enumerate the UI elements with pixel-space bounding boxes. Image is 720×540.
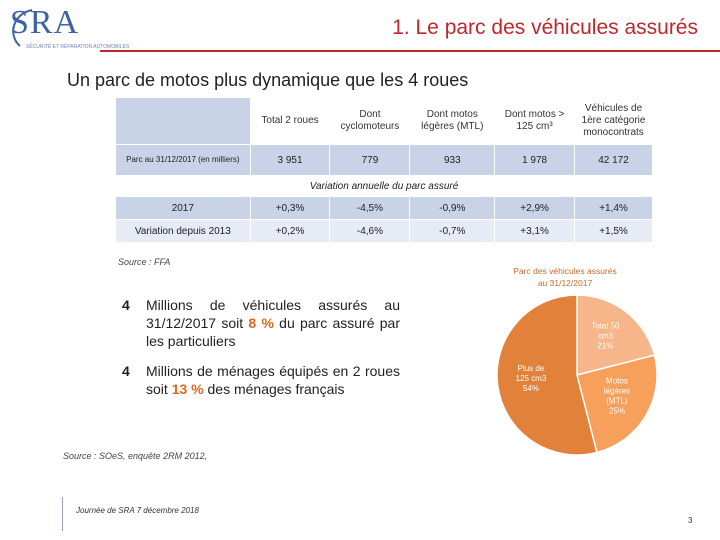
variation-heading: Variation annuelle du parc assuré: [116, 176, 653, 197]
table-cell: +1,5%: [575, 220, 653, 243]
table-row: [116, 197, 653, 220]
table-cell: 933: [410, 145, 495, 176]
pie-slice-label: Motos légères (MTL) 25%: [603, 376, 631, 416]
bullet-highlight: 8 %: [248, 315, 274, 331]
table-cell: +0,3%: [250, 197, 330, 220]
bullet-text: Millions de véhicules assurés au 31/12/2017 soit: [146, 297, 400, 331]
row-label-park: Parc au 31/12/2017 (en milliers): [116, 145, 251, 176]
pie-chart: [492, 290, 662, 460]
insured-fleet-table: [115, 97, 653, 243]
slide-subtitle: Un parc de motos plus dynamique que les 4 roues: [67, 70, 469, 90]
pie-chart-title: Parc des véhicules assurés au 31/12/2017: [513, 266, 617, 288]
table-cell: +3,1%: [495, 220, 575, 243]
title-divider: [100, 50, 720, 52]
sra-logo: [6, 4, 130, 54]
table-cell: -4,5%: [330, 197, 410, 220]
row-label-since-2013: Variation depuis 2013: [116, 220, 251, 243]
table-header-row: [116, 98, 653, 145]
table-cell: +2,9%: [495, 197, 575, 220]
key-figures-list: [122, 296, 400, 410]
table-cell: +1,4%: [575, 197, 653, 220]
table-cell: -0,9%: [410, 197, 495, 220]
survey-source: Source : SOeS, enquête 2RM 2012,: [63, 451, 208, 461]
bullet-highlight: 13 %: [171, 381, 204, 397]
col-header-cat1: Véhicules de 1ère catégorie monocontrats: [575, 98, 653, 145]
table-row: [116, 220, 653, 243]
bullet-text: du parc assuré par les particuliers: [146, 315, 401, 349]
bullet-number: 4: [122, 363, 130, 379]
pie-slice-label: Plus de 125 cm3 54%: [515, 363, 547, 393]
footer-event: Journée de SRA 7 décembre 2018: [76, 506, 199, 515]
footer-divider: [62, 497, 63, 531]
col-header-mtl: Dont motos légères (MTL): [410, 98, 495, 145]
bullet-text: Millions de ménages équipés en 2 roues soit: [146, 363, 400, 397]
table-cell: 779: [330, 145, 410, 176]
bullet-text: des ménages français: [203, 381, 345, 397]
bullet-number: 4: [122, 297, 130, 313]
list-item: [122, 362, 400, 398]
slide-title: 1. Le parc des véhicules assurés: [392, 16, 698, 39]
table-cell: -4,6%: [330, 220, 410, 243]
table-row: [116, 145, 653, 176]
table-cell: +0,2%: [250, 220, 330, 243]
pie-slice-label: Total 50 cm3 21%: [591, 321, 620, 351]
table-cell: 3 951: [250, 145, 330, 176]
table-source: Source : FFA: [118, 257, 171, 267]
logo-text: SRA: [10, 4, 80, 41]
table-cell: 42 172: [575, 145, 653, 176]
table-corner-cell: [116, 98, 251, 145]
col-header-cyclo: Dont cyclomoteurs: [330, 98, 410, 145]
table-cell: -0,7%: [410, 220, 495, 243]
col-header-125: Dont motos > 125 cm³: [495, 98, 575, 145]
table-cell: 1 978: [495, 145, 575, 176]
col-header-total: Total 2 roues: [250, 98, 330, 145]
row-label-2017: 2017: [116, 197, 251, 220]
list-item: [122, 296, 400, 350]
logo-tagline: SÉCURITÉ ET RÉPARATION AUTOMOBILES: [26, 44, 130, 50]
table-section-row: [116, 176, 653, 197]
page-number: 3: [688, 516, 693, 525]
